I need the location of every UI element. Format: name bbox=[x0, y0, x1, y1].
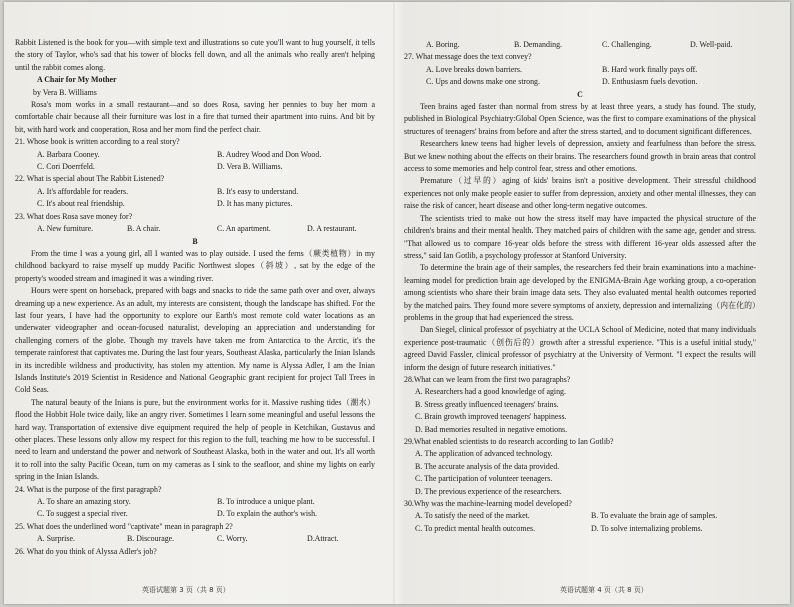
option: D. It has many pictures. bbox=[217, 199, 293, 209]
option: A. Researchers had a good knowledge of aging. bbox=[415, 387, 566, 397]
book-paragraph: Rosa's mom works in a small restaurant—and so does Rosa, saving her pennies to buy her mom a comfortable chair because all their furniture was lost in a fire that turned their apartment into ruins. And bit by bit, with hard work and cooperation, Rosa and her mom find the perfect chair. bbox=[15, 100, 375, 134]
book-byline: by Vera B. Williams bbox=[33, 87, 97, 97]
question-29-options bbox=[404, 448, 756, 498]
option: C. Brain growth improved teenagers' happiness. bbox=[415, 412, 567, 422]
option: C. The participation of volunteer teenagers. bbox=[415, 474, 553, 484]
option: A. New furniture. bbox=[37, 224, 94, 234]
question-24-options bbox=[15, 496, 375, 521]
option: B. Hard work finally pays off. bbox=[602, 64, 698, 74]
option: D. Well-paid. bbox=[690, 40, 733, 49]
option: D. To solve internalizing problems. bbox=[591, 523, 703, 533]
option: B. Stress greatly influenced teenagers' brains. bbox=[415, 399, 559, 409]
question-26-options bbox=[404, 39, 756, 51]
page-footer-right: 英语试题第 4 页（共 8 页） bbox=[560, 586, 648, 594]
right-column bbox=[404, 39, 756, 535]
question-21-options bbox=[15, 149, 375, 174]
question-26: 26. What do you think of Alyssa Adler's job? bbox=[15, 546, 157, 556]
passage-c-paragraph-5: To determine the brain age of their samples, the researchers fed their brain examinations into a machine-learning model for prediction brain age developed by the ENIGMA-Brain Age working group, a co-operation among scientists who share their brain image data sets. They also evaluated mental health outcomes reported by the matched pairs. They found more severe symptoms of anxiety, depression and internalizing（内在化的）problems in the group that had experienced the stress. bbox=[404, 263, 756, 322]
left-column bbox=[15, 37, 375, 558]
question-23: 23. What does Rosa save money for? bbox=[15, 211, 133, 221]
option: B. To introduce a unique plant. bbox=[217, 497, 315, 507]
passage-b-paragraph-1: From the time I was a young girl, all I wanted was to play outside. I used the ferns（蕨类植物）in my childhood backyard to raise myself up muddy Pacific Northwest slopes（斜坡）, sat by the edge of the property's wooded stream and imagined it was a winding river. bbox=[15, 248, 375, 283]
book-title: A Chair for My Mother bbox=[37, 75, 117, 85]
question-22-options bbox=[15, 186, 375, 211]
question-22: 22. What is special about The Rabbit Listened? bbox=[15, 174, 165, 184]
exam-sheet bbox=[4, 2, 790, 604]
option: A. The application of advanced technology. bbox=[415, 449, 553, 459]
question-30-options bbox=[404, 510, 756, 535]
question-28-options bbox=[404, 386, 756, 436]
question-29: 29.What enabled scientists to do research according to Ian Gotlib? bbox=[404, 437, 614, 446]
question-24: 24. What is the purpose of the first paragraph? bbox=[15, 484, 162, 494]
passage-b-paragraph-2: Hours were spent on horseback, prepared with bags and snacks to ride the same path over and over, always dreaming up a new experience. As an adult, my interests are consistent, though the landscape has shifted. For the last four years, I have had the opportunity to explore our Earth's most remote cold water locations as an underwater videographer and ocean-focused naturalist, developing an appreciation and understanding for challenging corners of the globe. Though my travels have taken me from Antarctica to the Arctic, it's the temperate rainforest that captivates me. During the last four years, Southeast Alaska, particularly the Inian Islands in its incredible wildness and productivity, has stolen my attention. My name is Alyssa Adler, I am the Inian Islands Institute's 2019 Scientist in Residence and National Geographic grant recipient for project Tall Trees in Cold Seas. bbox=[15, 286, 375, 395]
page-footer-left: 英语试题第 3 页（共 8 页） bbox=[142, 586, 230, 594]
option: D. A restaurant. bbox=[307, 224, 357, 234]
question-27: 27. What message does the text convey? bbox=[404, 52, 532, 62]
option: A. To share an amazing story. bbox=[37, 497, 131, 507]
passage-b-paragraph-3: The natural beauty of the Inians is pure, but the environment works for it. Massive rushing tides（潮水）flood the Hobbit Hole twice daily, like an angry river. Sometimes I learn some meaningful and useful lessons the hard way. Transportation of extensive dive equipment required the help of people in Ketchikan, Gustavus and other places. These lessons only allow my respect for this region to the full, teaching me how to be successful. I need to learn and understand the power and network of Southeast Alaska, both in the water and out. It's all worth it to roll into the salty Pacific Ocean, turn on my cameras as I sink to the seafloor, and shine my lights on early spring in the Inian Islands. bbox=[15, 397, 375, 482]
option: D. Bad memories resulted in negative emotions. bbox=[415, 424, 568, 434]
option: B. Audrey Wood and Don Wood. bbox=[217, 149, 322, 159]
option: D. To explain the author's wish. bbox=[217, 509, 317, 519]
option: B. Demanding. bbox=[514, 40, 562, 49]
option: A. Boring. bbox=[426, 40, 460, 49]
option: B. A chair. bbox=[127, 224, 161, 234]
question-30: 30.Why was the machine-learning model developed? bbox=[404, 499, 572, 509]
section-b-heading: B bbox=[192, 236, 198, 246]
passage-c-paragraph-4: The scientists tried to make out how the stress itself may have impacted the physical structure of the children's brains and their mental health. They matched pairs of children with the same age, gender and stress. "That allowed us to compare 16-year olds before the stress with different 16-year olds assessed after the stress," said Ian Gotlib, a psychology professor at Stanford University. bbox=[404, 213, 756, 260]
option: C. Worry. bbox=[217, 534, 248, 544]
option: D. Vera B. Williams. bbox=[217, 162, 283, 172]
question-27-options bbox=[404, 64, 756, 89]
option: C. It's about real friendship. bbox=[37, 199, 125, 209]
option: B. The accurate analysis of the data provided. bbox=[415, 461, 560, 471]
option: A. It's affordable for readers. bbox=[37, 186, 129, 196]
option: C. Challenging. bbox=[602, 40, 652, 49]
option: D. Enthusiasm fuels devotion. bbox=[602, 77, 698, 87]
option: C. Cori Doerrfeld. bbox=[37, 162, 95, 172]
question-21: 21. Whose book is written according to a real story? bbox=[15, 137, 180, 147]
option: A. Barbara Cooney. bbox=[37, 149, 100, 159]
passage-c-paragraph-6: Dan Siegel, clinical professor of psychiatry at the UCLA School of Medicine, noted that many individuals experience post-traumatic（创伤后的）growth after a stressful experience. "This is a useful initial study," agreed David Fassler, clinical professor of psychiatry at the University of Vermont. "I expect the results will inform the design of future research initiatives." bbox=[404, 325, 756, 372]
option: D.Attract. bbox=[307, 534, 339, 544]
option: C. To predict mental health outcomes. bbox=[415, 523, 536, 533]
question-25: 25. What does the underlined word "captivate" mean in paragraph 2? bbox=[15, 521, 233, 531]
option: A. Love breaks down barriers. bbox=[426, 64, 522, 74]
passage-c-paragraph-1: Teen brains aged faster than normal from stress by at least three years, a study has found. The study, published in Biological Psychiatry:Global Open Science, was the first to compare examinations of the physical structures of teenagers' brains from before and after the stress started, and to document significant differences. bbox=[404, 102, 756, 136]
intro-paragraph: Rabbit Listened is the book for you—with simple text and illustrations so cute you'll want to hug yourself, it tells the story of Taylor, who's sad that his tower of blocks fell down, and all the animals who really aren't helping until the rabbit comes along. bbox=[15, 38, 375, 72]
option: B. It's easy to understand. bbox=[217, 186, 299, 196]
option: B. Discourage. bbox=[127, 534, 175, 544]
section-c-heading: C bbox=[577, 89, 583, 99]
option: B. To evaluate the brain age of samples. bbox=[591, 511, 718, 521]
passage-c-paragraph-2: Researchers knew teens had higher levels of depression, anxiety and fearfulness than before the stress. But we knew nothing about the effects on their brains. The researchers found growth in brain areas that control access to some memories and help control fear, stress and other emotions. bbox=[404, 139, 756, 174]
question-25-options bbox=[15, 533, 375, 545]
option: A. To satisfy the need of the market. bbox=[415, 511, 530, 521]
option: C. An apartment. bbox=[217, 224, 271, 234]
passage-c-paragraph-3: Premature（过早的）aging of kids' brains isn't a positive development. Their stressful childhood experiences not only make people easier to suffer from depression, anxiety and other mental illnesses, they can raise the risk of cancer, heart disease and other long-term negative outcomes. bbox=[404, 176, 756, 211]
option: C. Ups and downs make one strong. bbox=[426, 77, 540, 87]
option: D. The previous experience of the researchers. bbox=[415, 486, 562, 496]
question-28: 28.What can we learn from the first two paragraphs? bbox=[404, 374, 571, 384]
option: A. Surprise. bbox=[37, 534, 75, 544]
option: C. To suggest a special river. bbox=[37, 509, 128, 519]
question-23-options bbox=[15, 223, 375, 235]
page-fold bbox=[393, 2, 395, 604]
